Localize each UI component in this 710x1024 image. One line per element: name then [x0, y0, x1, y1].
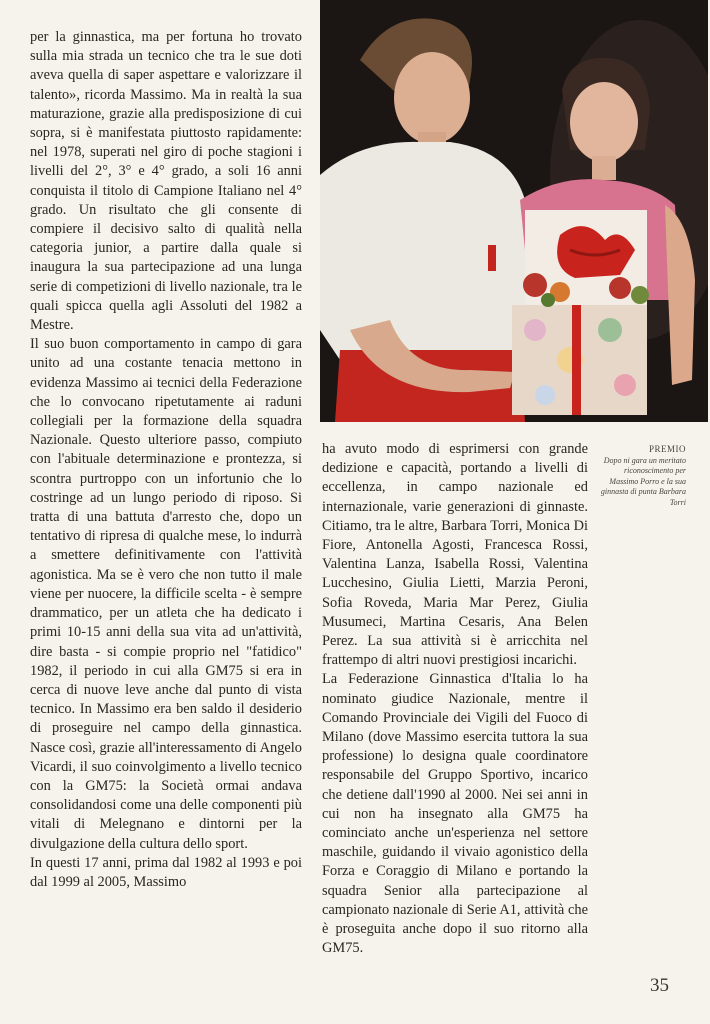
award-photo-illustration — [320, 0, 708, 422]
left-text-column — [30, 28, 302, 892]
award-photo — [320, 0, 708, 422]
photo-caption — [598, 444, 686, 508]
caption-text: Dopo ni gara un meritato riconoscimento per Massimo Porro e la sua ginnasta di punta Barbara Torri — [600, 455, 686, 507]
paragraph: La Federazione Ginnastica d'Italia lo ha nominato giudice Nazionale, mentre il Comando Provinciale dei Vigili del Fuoco di Milano (dove Massimo esercita tuttora la sua professione) lo designa quale coordinatore responsabile del Gruppo Sportivo, incarico che detiene dall'1990 al 2000. Nei sei anni in cui non ha insegnato alla GM75 ha cominciato anche un'esperienza nel settore maschile, guidando il vivaio agonistico della Forza e Coraggio di Milano e portando la squadra Senior alla partecipazione al campionato nazionale di Serie A1, attività che è proseguita anche dopo il suo ritorno alla GM75. — [322, 671, 588, 957]
paragraph: In questi 17 anni, prima dal 1982 al 1993 e poi dal 1999 al 2005, Massimo — [30, 854, 302, 890]
page-number: 35 — [650, 975, 669, 996]
paragraph: per la ginnastica, ma per fortuna ho trovato sulla mia strada un tecnico che tra le sue doti aveva quella di saper aspettare e valorizzare il talento», ricorda Massimo. Ma in realtà la sua maturazione, grazie alla predisposizione di cui sopra, si è manifestata piuttosto rapidamente: nel 1978, superati nel giro di poche stagioni i livelli del 2°, 3° e 4° grado, a soli 16 anni conquista il titolo di Campione Italiano nel 4° grado. Un risultato che gli consente di compiere il decisivo salto di qualità nella categoria junior, a partire dalla quale si inaugura la sua partecipazione ad una lunga serie di competizioni di livello nazionale, tra le quali spicca quella agli Assoluti del 1982 a Mestre. — [30, 29, 302, 334]
paragraph: ha avuto modo di esprimersi con grande dedizione e capacità, portando a livelli di eccellenza, in campo nazionale ed internazionale, varie generazioni di ginnaste. Citiamo, tra le altre, Barbara Torri, Monica Di Fiore, Antonella Agosti, Francesca Rossi, Valentina Lanza, Isabella Rossi, Valentina Lucchesino, Giulia Lietti, Marzia Peroni, Sofia Roveda, Maria Mar Perez, Giulia Musumeci, Martina Cesaris, Ana Belen Perez. La sua attività si è arricchita nel frattempo di altri nuovi prestigiosi incarichi. — [322, 441, 588, 669]
right-text-column — [322, 440, 588, 958]
caption-title: PREMIO — [648, 444, 686, 454]
paragraph: Il suo buon comportamento in campo di gara unito ad una costante tenacia mettono in evidenza Massimo ai tecnici della Federazione che lo convocano ripetutamente ai raduni collegiali per la formazione della squadra Nazionale. Questo ulteriore passo, compiuto con l'abituale determinazione e prontezza, si scontra purtroppo con un infortunio che lo costringe ad un lungo periodo di riposo. Si tratta di una battuta d'arresto che, dopo un tentativo di ripresa di qualche mese, lo indurrà a smettere definitivamente con l'attività agonistica. Ma se è vero che non tutto il male viene per nuocere, la difficile scelta - è sempre drammatico, per un atleta che ha dedicato i primi 10-15 anni della sua vita ad un'attività, dire basta - si compie proprio nel "fatidico" 1982, il periodo in cui alla GM75 si era in cerca di nuove leve anche dal punto di vista tecnico. In Massimo era ben saldo il desiderio di proseguire nel campo della ginnastica. Nasce così, grazie all'interessamento di Angelo Vicardi, il suo coinvolgimento a livello tecnico con la GM75: la Società ormai andava consolidandosi come una delle componenti più vitali di Melegnano e dintorni per la divulgazione della cultura dello sport. — [30, 336, 302, 852]
